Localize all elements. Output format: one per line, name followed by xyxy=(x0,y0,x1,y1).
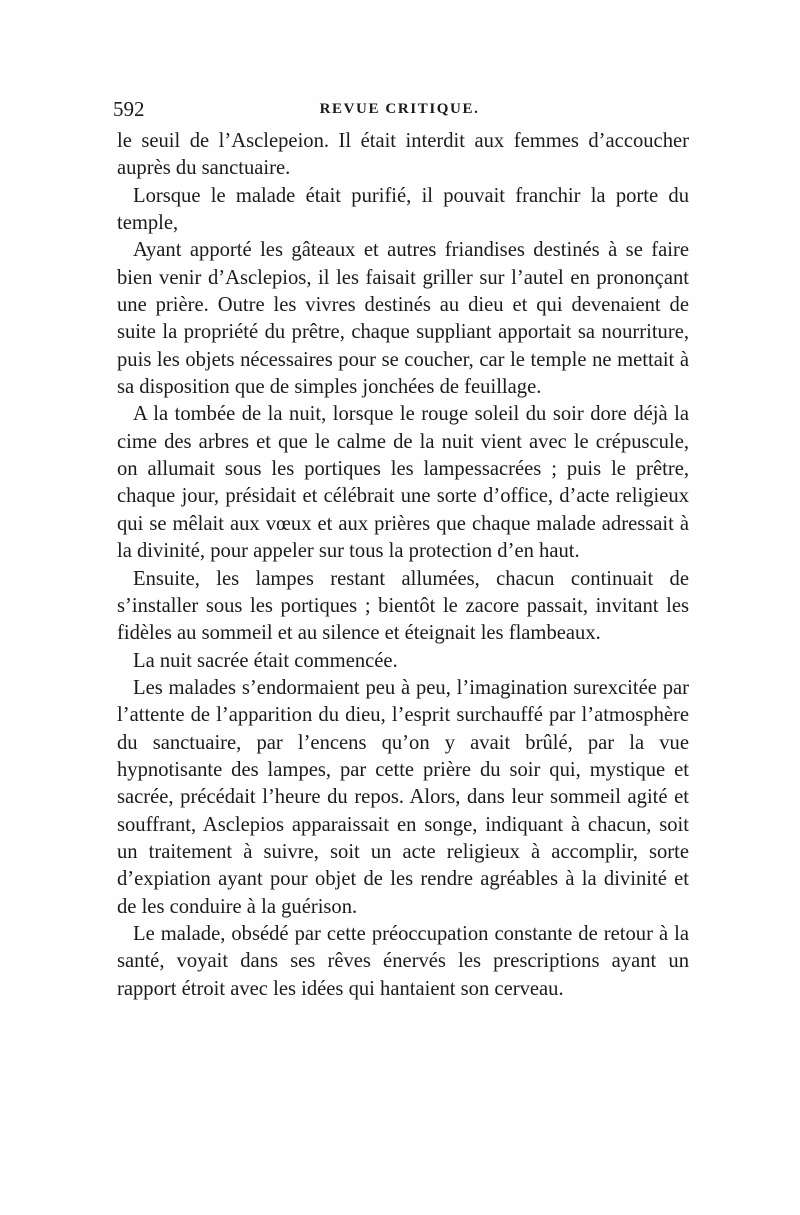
running-head xyxy=(113,96,686,122)
running-title: REVUE CRITIQUE. xyxy=(319,101,480,117)
paragraph: Ensuite, les lampes restant allumées, chacun continuait de s’installer sous les portiques ; bientôt le zacore passait, invitant les fidèles au sommeil et au silence et éteignait les flambeaux. xyxy=(117,567,689,645)
paragraph-continuation: le seuil de l’Asclepeion. Il était interdit aux femmes d’accoucher auprès du sanctuaire. xyxy=(117,130,689,180)
body-text xyxy=(117,128,689,1003)
paragraph: A la tombée de la nuit, lorsque le rouge soleil du soir dore déjà la cime des arbres et que le calme de la nuit vient avec le crépuscule, on allumait sous les portiques les lampessacrées ; puis le prêtre, chaque jour, présidait et célébrait une sorte d’office, d’acte religieux qui se mêlait aux vœux et aux prières que chaque malade adressait à la divinité, pour appeler sur tous la protection d’en haut. xyxy=(117,403,689,563)
paragraph: Les malades s’endormaient peu à peu, l’imagination surexcitée par l’attente de l’apparition du dieu, l’esprit surchauffé par l’atmosphère du sanctuaire, par l’encens qu’on y avait brûlé, par la vue hypnotisante des lampes, par cette prière du soir qui, mystique et sacrée, précédait l’heure du repos. Alors, dans leur sommeil agité et souffrant, Asclepios apparaissait en songe, indiquant à chacun, soit un traitement à suivre, soit un acte religieux à accomplir, sorte d’expiation ayant pour objet de les rendre agréables à la divinité et de les conduire à la guérison. xyxy=(117,676,689,918)
paragraph: Ayant apporté les gâteaux et autres friandises destinés à se faire bien venir d’Asclepios, il les faisait griller sur l’autel en prononçant une prière. Outre les vivres destinés au dieu et qui devenaient de suite la propriété du prêtre, chaque suppliant apportait sa nourriture, puis les objets nécessaires pour se coucher, car le temple ne mettait à sa disposition que de simples jonchées de feuillage. xyxy=(117,239,689,399)
paragraph: Le malade, obsédé par cette préoccupation constante de retour à la santé, voyait dans ses rêves énervés les prescriptions ayant un rapport étroit avec les idées qui hantaient son cerveau. xyxy=(117,922,689,1000)
paragraph: Lorsque le malade était purifié, il pouvait franchir la porte du temple, xyxy=(117,184,689,235)
page-number: 592 xyxy=(113,97,145,121)
paragraph: La nuit sacrée était commencée. xyxy=(133,649,398,672)
